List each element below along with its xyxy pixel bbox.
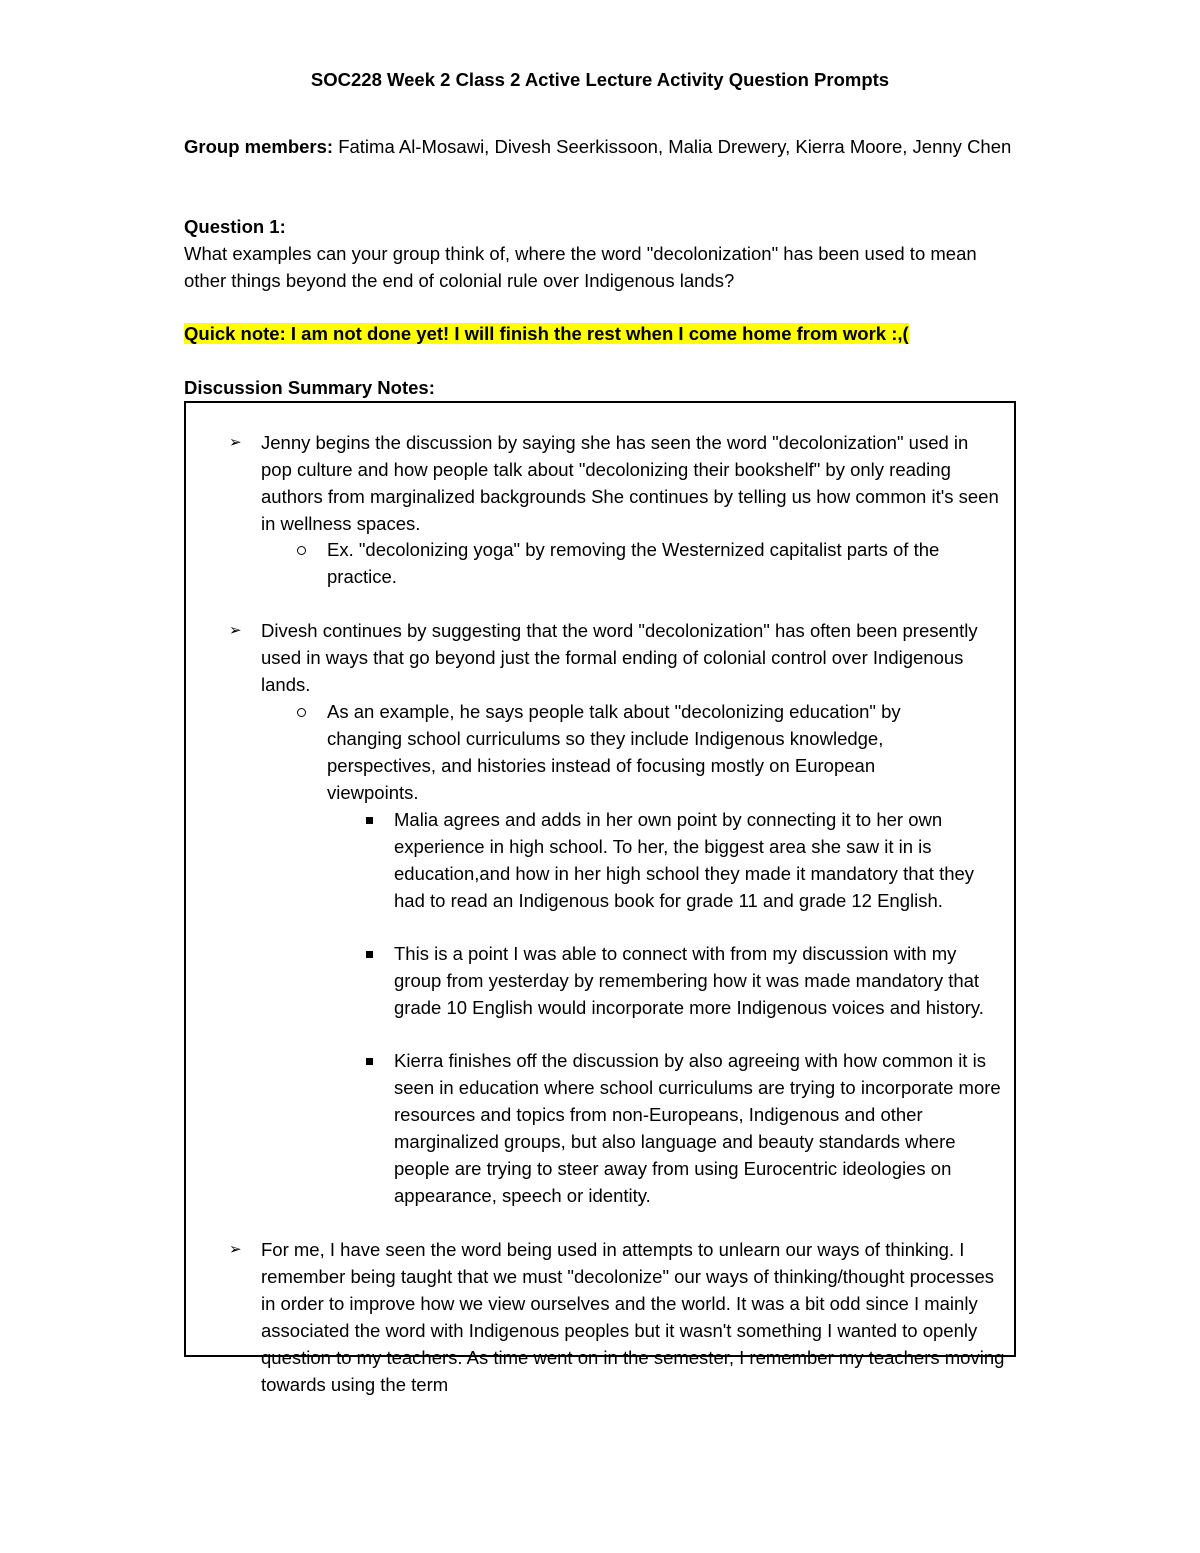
question-text: What examples can your group think of, where the word "decolonization" has been used to mean other things beyond the end of colonial rule over Indigenous lands? [184, 243, 977, 291]
note-text: Malia agrees and adds in her own point by connecting it to her own experience in high school. To her, the biggest area she saw it in is education,and how in her high school they made it mandatory that they had to read an Indigenous book for grade 11 and grade 12 English. [394, 809, 975, 911]
summary-notes-box [184, 401, 1016, 1395]
note-text: This is a point I was able to connect with from my discussion with my group from yesterday by remembering how it was made mandatory that grade 10 English would incorporate more Indigenous voices and history. [394, 943, 984, 1018]
circle-bullet-icon [297, 546, 306, 555]
group-members-names: Fatima Al-Mosawi, Divesh Seerkissoon, Malia Drewery, Kierra Moore, Jenny Chen [333, 136, 1012, 157]
note-text: Ex. "decolonizing yoga" by removing the Westernized capitalist parts of the practice. [327, 539, 940, 587]
group-members-label: Group members: [184, 136, 334, 157]
circle-bullet-icon [297, 708, 306, 717]
note-text: Kierra finishes off the discussion by also agreeing with how common it is seen in education where school curriculums are trying to incorporate more resources and topics from non-Europeans, Indigenous and other marginalized groups, but also language and beauty standards where people are trying to steer away from using Eurocentric ideologies on appearance, speech or identity. [394, 1050, 1001, 1206]
question-label: Question 1: [184, 216, 286, 237]
summary-label: Discussion Summary Notes: [184, 377, 435, 398]
quick-note-highlight: Quick note: I am not done yet! I will finish the rest when I come home from work :,( [184, 323, 909, 344]
arrow-bullet-icon: ➢ [229, 1241, 242, 1258]
quick-note [184, 320, 1014, 347]
arrow-bullet-icon: ➢ [229, 434, 242, 451]
group-members [184, 133, 1014, 160]
note-text: As an example, he says people talk about "decolonizing education" by changing school curriculums so they include Indigenous knowledge, perspectives, and histories instead of focusing mostly on European viewpoints. [327, 701, 901, 803]
note-text: Divesh continues by suggesting that the word "decolonization" has often been presently used in ways that go beyond just the formal ending of colonial control over Indigenous lands. [261, 620, 978, 695]
square-bullet-icon [366, 1058, 373, 1065]
arrow-bullet-icon: ➢ [229, 622, 242, 639]
square-bullet-icon [366, 951, 373, 958]
square-bullet-icon [366, 817, 373, 824]
note-text: For me, I have seen the word being used in attempts to unlearn our ways of thinking. I remember being taught that we must "decolonize" our ways of thinking/thought processes in order to improve how we view ourselves and the world. It was a bit odd since I mainly associated the word with Indigenous peoples but it wasn't something I wanted to openly question to my teachers. As time went on in the semester, I remember my teachers moving towards using the term [261, 1239, 1005, 1395]
page-title: SOC228 Week 2 Class 2 Active Lecture Activity Question Prompts [310, 69, 890, 90]
note-text: Jenny begins the discussion by saying she has seen the word "decolonization" used in pop culture and how people talk about "decolonizing their bookshelf" by only reading authors from marginalized backgrounds She continues by telling us how common it's seen in wellness spaces. [261, 432, 999, 534]
